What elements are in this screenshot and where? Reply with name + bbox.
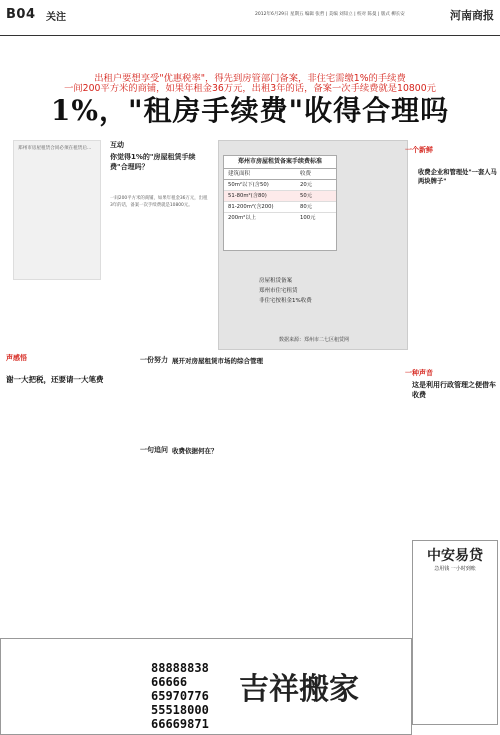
page-number: B04 <box>6 7 36 22</box>
tag-question: 一句追问 <box>140 446 168 454</box>
interaction-box <box>110 152 212 192</box>
ad-num: 88888838 <box>151 661 209 675</box>
ad-num: 65970776 <box>151 689 209 703</box>
ad-loan-title: 中安易贷 <box>427 548 483 564</box>
image-caption: 房屋租赁备案 郑州市住宅租赁 非住宅按租金1%收费 <box>259 278 312 304</box>
tag-voice: 声感悟 <box>6 354 27 362</box>
table-title: 郑州市房屋租赁备案手续费标准 <box>224 156 336 169</box>
section-name: 关注 <box>46 12 66 23</box>
table-row: 81-200m²(含200) 80元 <box>224 202 336 213</box>
issue-meta: 2012年6月29日 星期五 编辑 张哲 | 美编 刘知立 | 校对 陈曼 | 版式 柳长安 <box>255 12 405 17</box>
sidebar-box <box>13 140 101 280</box>
middle-headline: 展开对房屋租赁市场的综合管理 <box>172 357 263 365</box>
tag-news: 一个新鲜 <box>405 146 433 154</box>
table-row: 51-80m²(含80) 50元 <box>224 191 336 202</box>
table-row: 50m²以下(含50) 20元 <box>224 180 336 191</box>
subhead-1: 出租户要想享受"优惠税率"，得先到房管部门备案，非住宅需缴1%的手续费 <box>94 73 406 84</box>
page-header <box>0 0 500 36</box>
right-title-2: 这是利用行政管理之便借车收费 <box>412 381 496 399</box>
left-headline: 谢一大把税，还要请一大笔费 <box>6 375 104 384</box>
image-credit: 数据来源：郑州市二七区租赁网 <box>279 337 350 343</box>
ad-loan-line: 急用钱 一小时到账 <box>434 566 476 572</box>
table-head: 建筑面积 收费 <box>224 169 336 180</box>
move-title: 吉祥搬家 <box>239 672 359 707</box>
bottom-ads <box>0 638 412 735</box>
right-title: 收费企业和管理处"一套人马两块牌子" <box>418 169 497 185</box>
table-row: 200m²以上 100元 <box>228 215 316 221</box>
interaction-sub: 一间200平方米的商铺，如果年租金36万元，出租3年的话，备案一次手续费就是10800元。 <box>110 196 208 209</box>
right-body <box>412 188 496 338</box>
ad-loan <box>412 540 498 725</box>
tag-owner: 一份努力 <box>140 356 168 364</box>
tag-interaction: 互动 <box>110 141 124 149</box>
ad-num: 66666 <box>151 675 188 689</box>
tag-clock: 一种声音 <box>405 369 433 377</box>
subhead-2: 一间200平方米的商铺，如果年租金36万元，出租3年的话，备案一次手续费就是10800元 <box>64 83 436 94</box>
newspaper-brand: 河南商报 <box>450 9 494 22</box>
fee-table <box>223 155 337 251</box>
photo-with-table <box>218 140 408 350</box>
interaction-title: 你觉得1%的"房屋租赁手续费"合理吗？ <box>110 153 196 171</box>
ad-num: 66669871 <box>151 717 209 731</box>
sidebar-body: 郑州市房屋租赁合同必须在租赁后... <box>18 146 92 151</box>
ad-num: 55518000 <box>151 703 209 717</box>
main-headline: 1%，"租房手续费"收得合理吗 <box>50 94 450 127</box>
question-headline: 收费依据何在？ <box>172 447 218 455</box>
